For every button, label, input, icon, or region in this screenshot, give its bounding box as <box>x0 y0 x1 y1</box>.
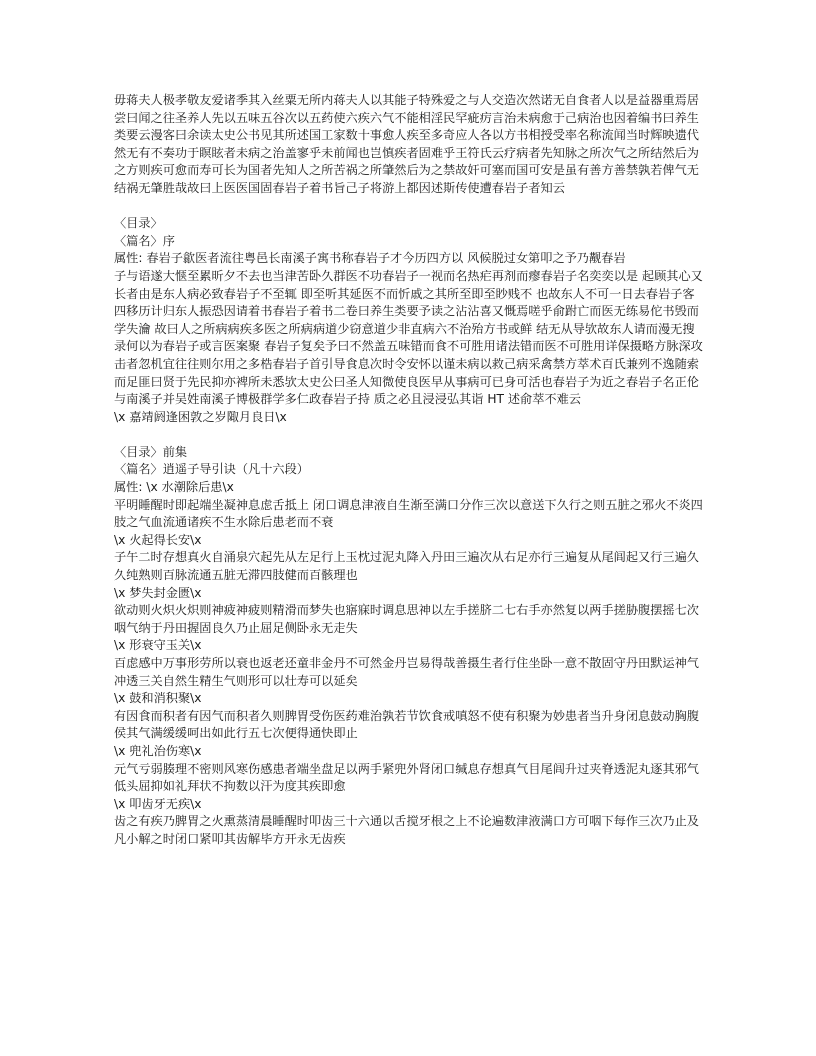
seg-7-title: \x 叩齿牙无疾\x <box>114 796 202 811</box>
blank-line <box>114 426 706 444</box>
catalog-1: 〈目录〉 <box>114 216 163 231</box>
seg-6-body: 元气亏弱腠理不密则风寒伤感患者端坐盘足以两手紧兜外肾闭口缄息存想真气目尾闾升过夹脊透泥丸逐其邪气低头屈抑如礼拜状不拘数以汗为度其疾即愈 <box>114 761 699 794</box>
attr-2: 属性: \x 水潮除后患\x <box>114 480 234 495</box>
chapter-1: 〈篇名〉序 <box>114 233 175 248</box>
blank-line <box>114 198 706 216</box>
seg-2-body: 子午二时存想真火自涌泉穴起先从左足行上玉枕过泥丸降入丹田三遍次从右足亦行三遍复从尾闾起又行三遍久久纯熟则百脉流通五脏无滞四肢健而百骸理也 <box>114 550 699 583</box>
document-text-body <box>114 92 706 849</box>
catalog-2: 〈目录〉前集 <box>114 444 188 459</box>
seg-2-title: \x 火起得长安\x <box>114 532 202 547</box>
seg-1-body: 平明睡醒时即起端坐凝神息虑舌抵上 闭口调息津液自生渐至满口分作三次以意送下久行之则五脏之邪火不炎四肢之气血流通诸疾不生水除后患老而不衰 <box>114 497 703 530</box>
seg-4-body: 百虑感中万事形劳所以衰也返老还童非金丹不可然金丹岂易得哉善摄生者行住坐卧一意不散固守丹田默运神气冲透三关自然生精生气则形可以壮寿可以延矣 <box>114 656 699 688</box>
seg-5-title: \x 鼓和消积聚\x <box>114 691 202 706</box>
seg-3-body: 欲动则火炽火炽则神疲神疲则精滑而梦失也寤寐时调息思神以左手搓脐二七右手亦然复以两手搓胁腹摆摇七次咽气纳于丹田握固良久乃止屈足侧卧永无走失 <box>114 603 699 635</box>
preface-body: 毋蒋夫人极孝敬友爱诸季其入丝粟无所内蒋夫人以其能子特殊爱之与人交造次然诺无自食者人以是益器重焉居尝曰闻之往圣养人先以五味五谷次以五药使六疾六气不能相淫民罕疵疠言治未病愈于己病治也因着编书曰养生类要云漫客曰余读太史公书见其所述国工家数十事愈人疾至多奇应人各以方书相授受率名称流闻当时辉映遗代然无有不奏功于瞑眩者未病之治盖寥乎未前闻也岂慎疾者固难乎王符氏云疗病者先知脉之所次气之所结然后为之方则疾可愈而寿可长为国者先知人之所苦祸之所肇然后为之禁故奸可塞而国可安是虽有善方善禁孰若俾气无结祸无肇胜哉故曰上医医国固春岩子着书旨己子将游上都因述斯传使遭春岩子者知云 <box>114 93 699 195</box>
seg-7-body: 齿之有疾乃脾胃之火熏蒸清晨睡醒时叩齿三十六通以舌搅牙根之上不论遍数津液满口方可咽下每作三次乃止及凡小解之时闭口紧叩其齿解毕方开永无齿疾 <box>114 814 699 846</box>
seg-6-title: \x 兜礼治伤寒\x <box>114 743 202 758</box>
date-line: \x 嘉靖阏逢困敦之岁陬月良日\x <box>114 409 287 424</box>
preface-text: 子与语遂大惬至累昕夕不去也当津苦卧久群医不功春岩子一视而名热疟再剂而瘳春岩子名奕奕以是 起顾其心又长者由是东人病必致春岩子不至辄 即至听其延医不而忻戚之其所至即至眇贱不 也故东人不可一日去春岩子客四移历计归东人振恐因请着书春岩子着书二卷曰养生类要予读之沾沾喜又慨焉嗟乎俞跗亡而医无练易佗书毁而学失瀹 故曰人之所病病疾多医之所病病道少窃意道少非直病六不治殆方书或鲜 结无从导欤故东人请而漫无搜录何以为春岩子或言医案聚 春岩子复矣予曰不然盖五味错而食不可胜用诸法错而医不可胜用详保摄略方脉深攻击者忽机宜往往则尔用之多梏春岩子首引导食息次时令安怀以谨未病以救己病采禽禁方萃术百氏兼列不逸随索而足匪曰贤于先民抑亦裨所未悉欤太史公曰圣人知微使良医早从事病可已身可活也春岩子为近之春岩子名正伦与南溪子并吴姓南溪子博极群学多仁政春岩子持 质之必且浸浸弘其诣 HT 述俞萃不难云 <box>114 268 703 407</box>
seg-3-title: \x 梦失封金匮\x <box>114 585 202 600</box>
seg-5-body: 有因食而积者有因气而积者久则脾胃受伤医药难治孰若节饮食戒嗔怒不使有积聚为妙患者当升身闭息鼓动胸腹侯其气满缓缓呵出如此行五七次便得通快即止 <box>114 708 699 741</box>
chapter-2: 〈篇名〉逍遥子导引诀（凡十六段） <box>114 462 309 477</box>
attr-1: 属性: 春岩子歙医者流往粤邑长南溪子寓书称春岩子才今历四方以 风候脱过女第叩之予乃觏春岩 <box>114 251 626 266</box>
seg-4-title: \x 形衰守玉关\x <box>114 638 202 653</box>
